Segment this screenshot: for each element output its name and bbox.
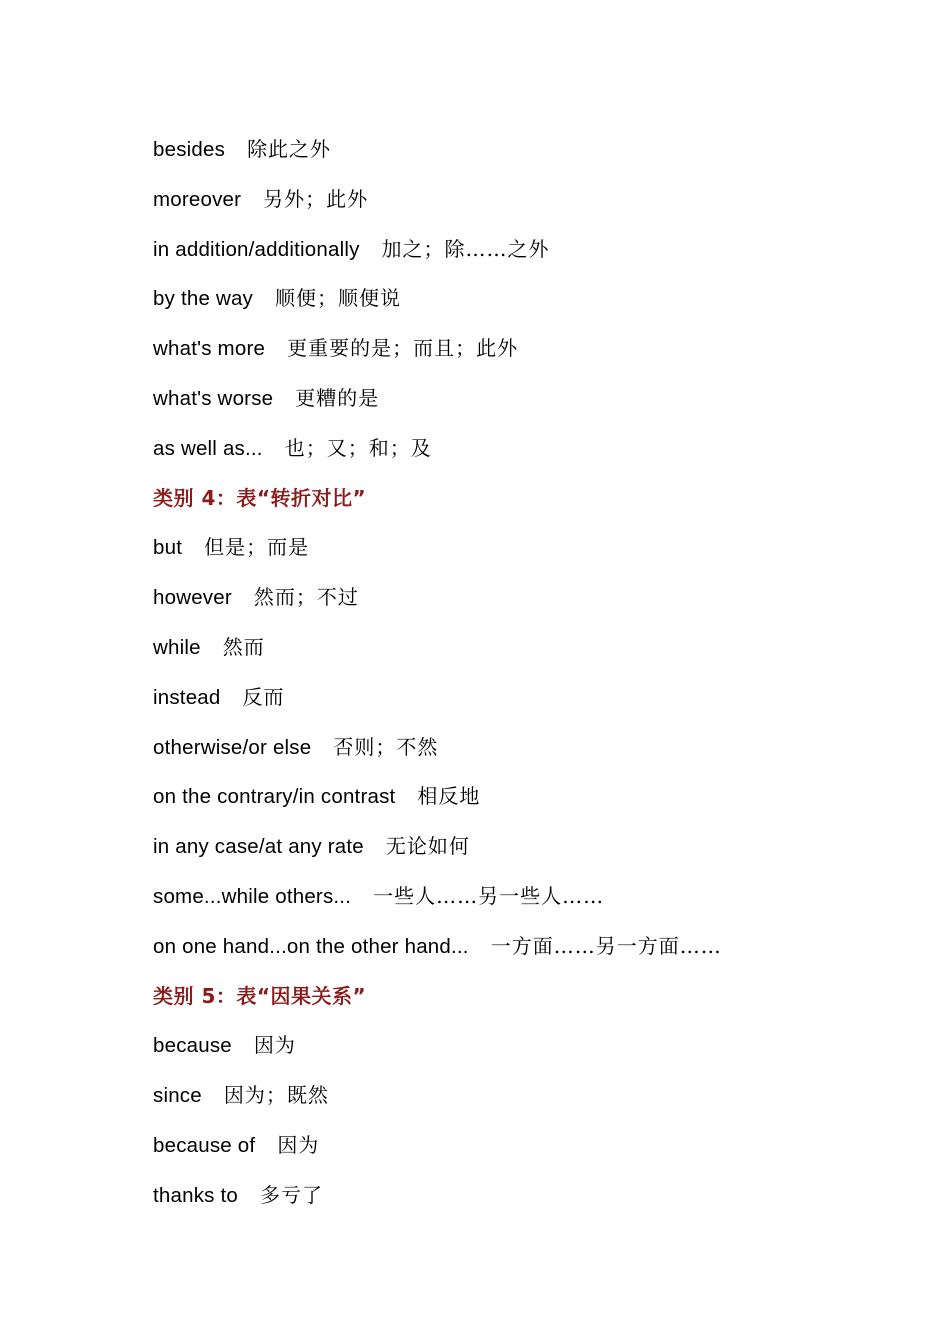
entry-chinese: 除此之外 (247, 137, 332, 161)
entry-thanks-to (153, 1171, 913, 1221)
entry-chinese: 也；又；和；及 (284, 435, 432, 460)
entry-chinese: 然而；不过 (253, 585, 359, 610)
entry-english: while (153, 635, 201, 659)
entry-moreover (153, 175, 913, 225)
entry-by-the-way (153, 274, 913, 324)
entry-english: as well as... (153, 436, 263, 460)
entry-english: but (153, 536, 183, 560)
entry-english: by the way (153, 287, 253, 311)
entry-chinese: 无论如何 (385, 834, 470, 859)
entry-english: moreover (153, 187, 242, 211)
category-heading-cause-effect: 类别 5：表“因果关系” (153, 983, 367, 1008)
entry-in-any-case (153, 822, 913, 872)
entry-chinese: 更重要的是；而且；此外 (287, 336, 519, 361)
entry-whats-worse (153, 374, 913, 424)
entry-english: on the contrary/in contrast (153, 785, 396, 809)
entry-english: since (153, 1084, 202, 1108)
entry-chinese: 一方面……另一方面…… (490, 933, 722, 958)
entry-chinese: 多亏了 (260, 1182, 323, 1207)
entry-english: on one hand...on the other hand... (153, 934, 469, 958)
entry-as-well-as (153, 424, 913, 474)
category-heading-contrast: 类别 4：表“转折对比” (153, 485, 367, 510)
entry-but (153, 523, 913, 573)
entry-some-while-others (153, 872, 913, 922)
entry-because (153, 1021, 913, 1071)
entry-english: because (153, 1034, 232, 1058)
entry-chinese: 一些人……另一些人…… (373, 883, 605, 908)
entry-english: in addition/additionally (153, 237, 360, 261)
entry-english: thanks to (153, 1183, 238, 1207)
entry-otherwise (153, 723, 913, 773)
entry-english: because of (153, 1133, 256, 1157)
entry-english: some...while others... (153, 884, 352, 908)
entry-english: otherwise/or else (153, 735, 312, 759)
entry-chinese: 加之；除……之外 (381, 236, 550, 261)
entry-instead (153, 673, 913, 723)
entry-english: instead (153, 685, 221, 709)
entry-since (153, 1071, 913, 1121)
entry-english: what's worse (153, 386, 274, 410)
document-page (153, 125, 913, 1221)
entry-chinese: 另外；此外 (263, 186, 369, 211)
entry-english: however (153, 586, 232, 610)
entry-english: in any case/at any rate (153, 835, 364, 859)
entry-chinese: 反而 (242, 684, 285, 709)
entry-chinese: 因为 (253, 1033, 296, 1058)
entry-chinese: 然而 (222, 634, 265, 659)
entry-whats-more (153, 324, 913, 374)
entry-while (153, 623, 913, 673)
entry-chinese: 但是；而是 (204, 535, 310, 560)
entry-because-of (153, 1121, 913, 1171)
entry-in-addition (153, 225, 913, 275)
entry-chinese: 否则；不然 (333, 734, 439, 759)
entry-english: besides (153, 138, 226, 161)
entry-besides (153, 125, 913, 175)
entry-chinese: 更糟的是 (295, 385, 380, 410)
entry-chinese: 顺便；顺便说 (275, 286, 401, 311)
entry-chinese: 因为 (277, 1132, 320, 1157)
entry-chinese: 因为；既然 (223, 1083, 329, 1108)
entry-on-the-contrary (153, 772, 913, 822)
entry-on-one-hand (153, 922, 913, 972)
entry-english: what's more (153, 337, 266, 361)
entry-chinese: 相反地 (417, 784, 481, 809)
entry-however (153, 573, 913, 623)
